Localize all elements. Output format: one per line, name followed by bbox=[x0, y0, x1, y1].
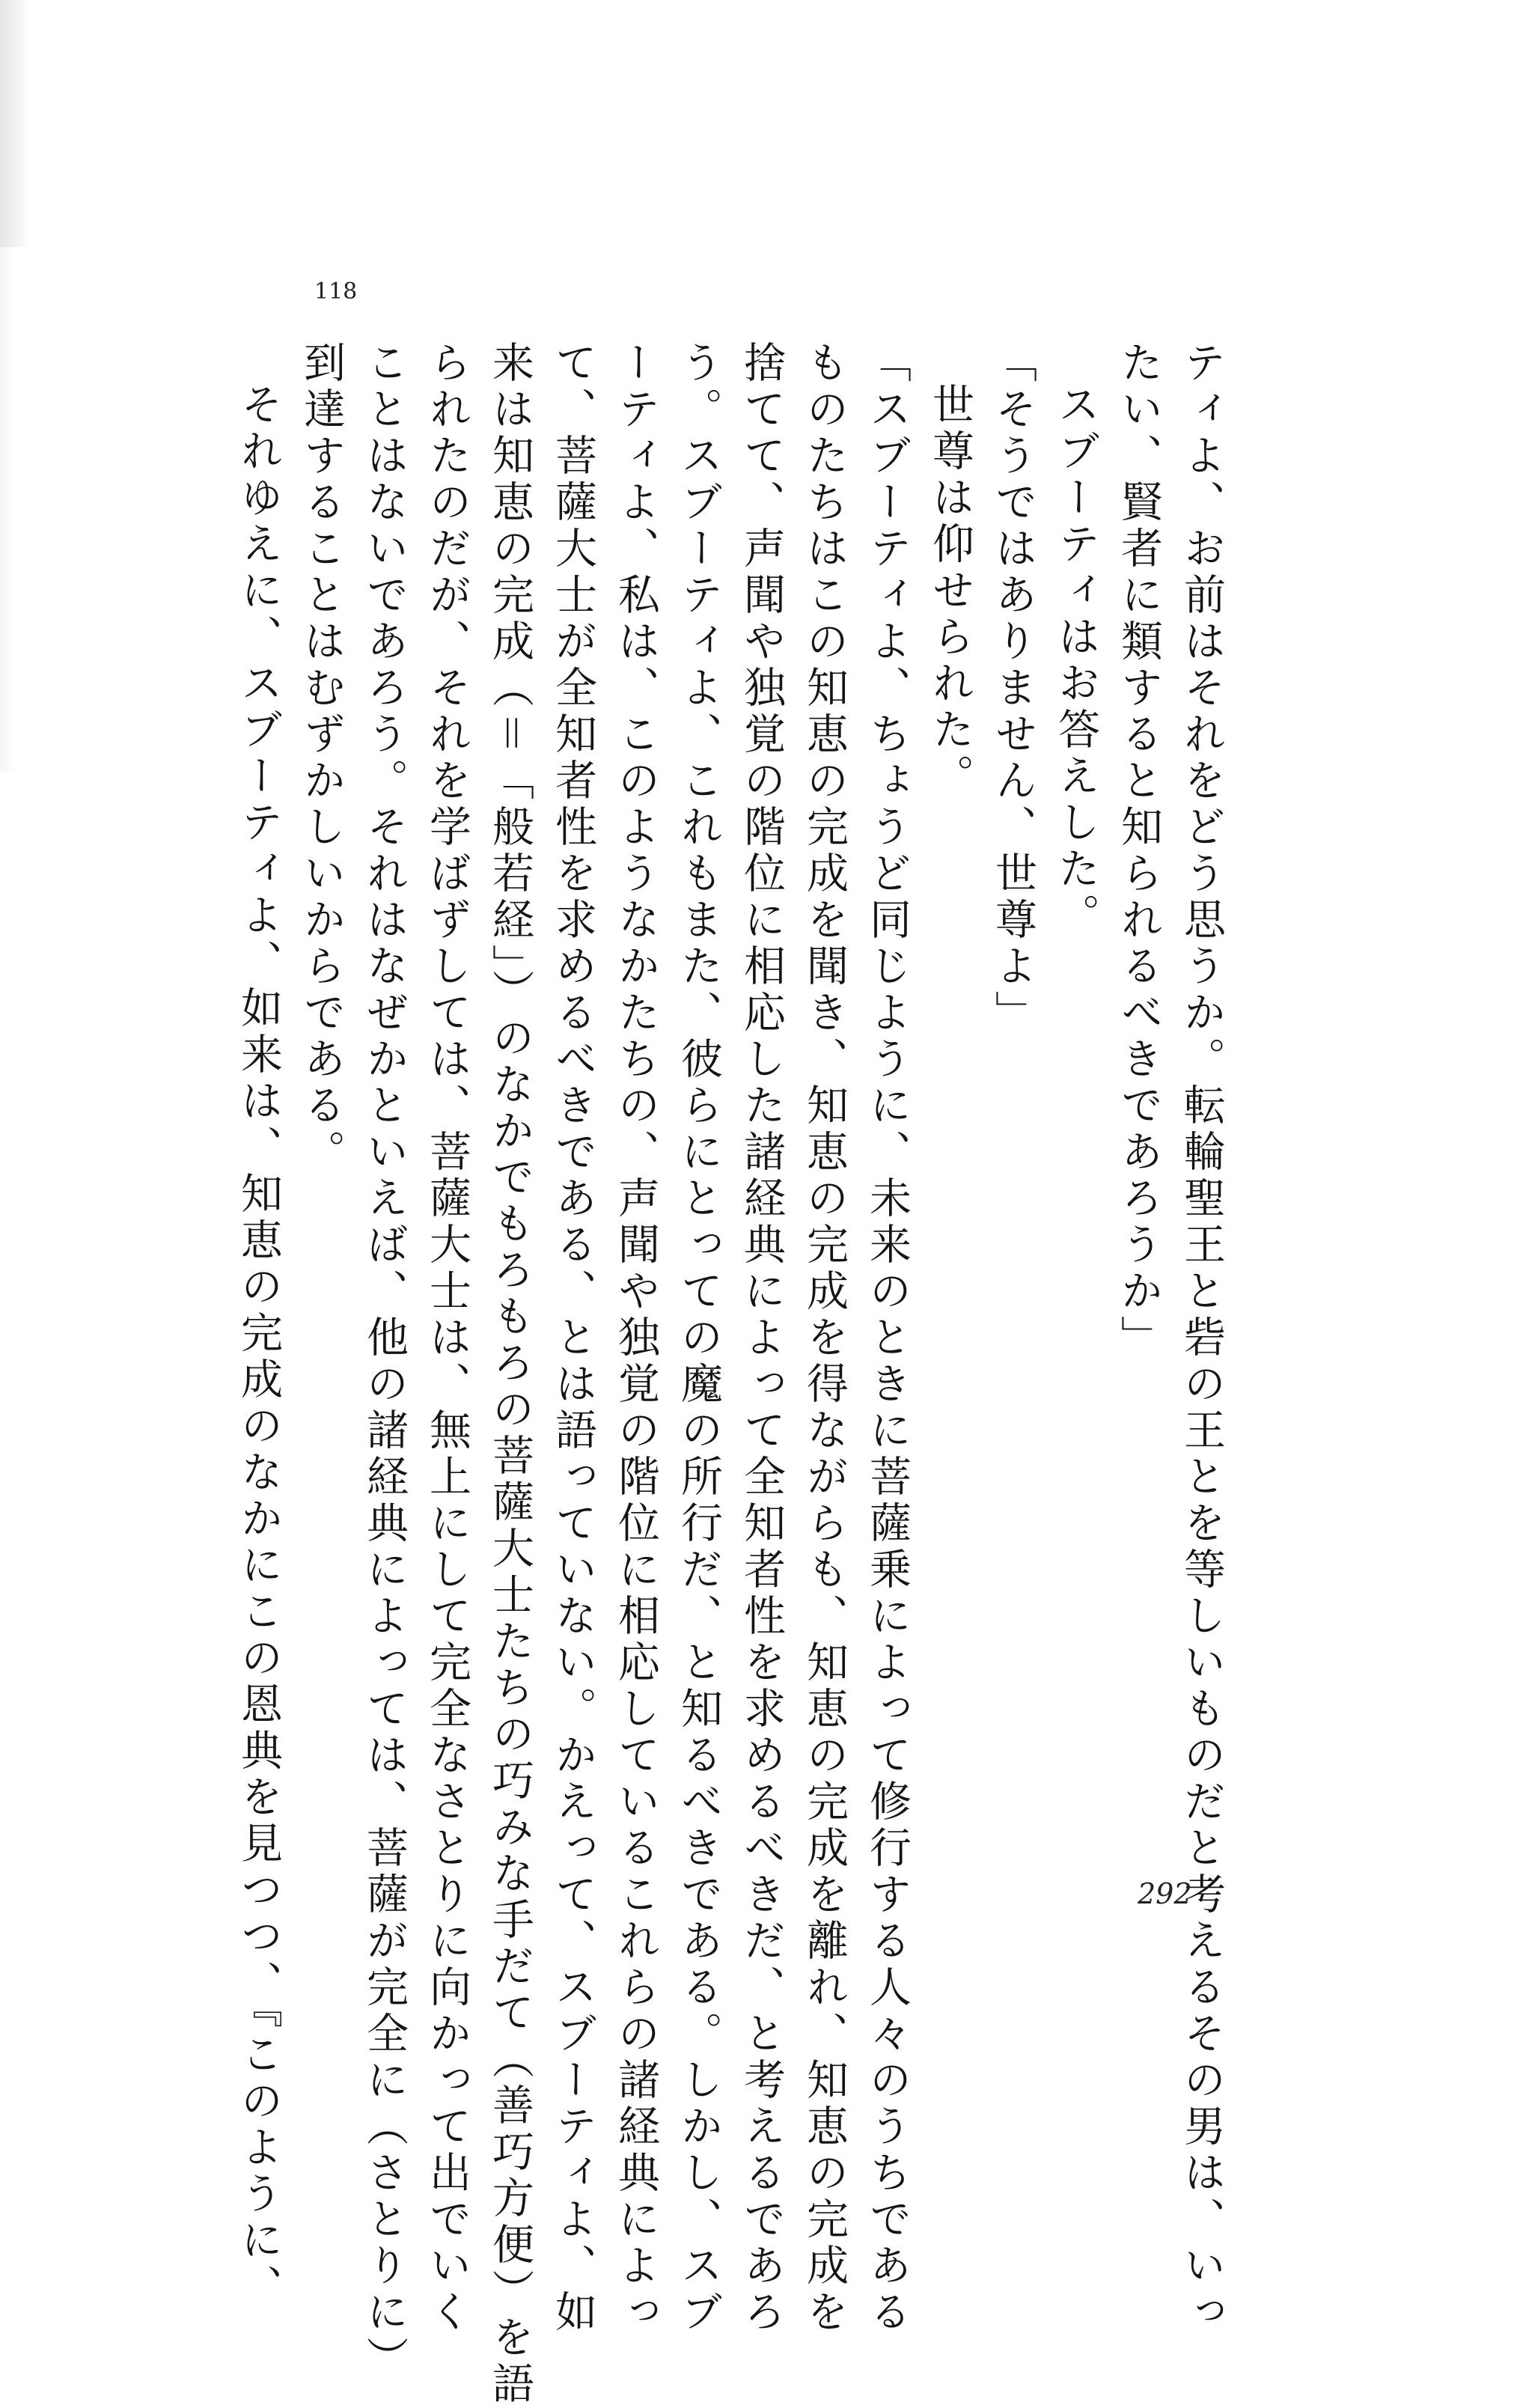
text-line: ーティよ、私は、このようなかたちの、声聞や独覚の階位に相応しているこれらの諸経典によっ bbox=[611, 341, 660, 2336]
text-line: 世尊は仰せられた。 bbox=[926, 382, 974, 800]
text-line: ことはないであろう。それはなぜかといえば、他の諸経典によっては、菩薩が完全に（さとりに） bbox=[360, 341, 409, 2383]
page-number-bottom: 292 bbox=[1138, 1877, 1192, 1910]
text-line: 「スブーティよ、ちょうど同じように、未来のときに菩薩乗によって修行する人々のうちである bbox=[863, 341, 912, 2336]
text-line: たい、賢者に類すると知られるべきであろうか」 bbox=[1114, 341, 1163, 1362]
text-line: 捨てて、声聞や独覚の階位に相応した諸経典によって全知者性を求めるべきだ、と考えるであろ bbox=[737, 341, 786, 2336]
text-line: スブーティはお答えした。 bbox=[1051, 382, 1100, 939]
text-line: う。スブーティよ、これもまた、彼らにとっての魔の所行だ、と知るべきである。しかし、スブ bbox=[674, 341, 723, 2336]
vertical-text-body bbox=[234, 341, 1233, 2408]
scan-edge-artifact-lower bbox=[0, 247, 16, 771]
text-line: られたのだが、それを学ばずしては、菩薩大士は、無上にして完全なさとりに向かって出でいく bbox=[423, 341, 471, 2336]
text-line: 来は知恵の完成（＝「般若経」）のなかでもろもろの菩薩大士たちの巧みな手だて（善巧方便）を語 bbox=[486, 341, 534, 2408]
text-line: ティよ、お前はそれをどう思うか。転輪聖王と砦の王とを等しいものだと考えるその男は、いっ bbox=[1177, 341, 1226, 2336]
text-line: それゆえに、スブーティよ、如来は、知恵の完成のなかにこの恩典を見つつ、『このように、 bbox=[234, 382, 283, 2311]
scan-edge-artifact bbox=[0, 0, 28, 247]
text-line: 到達することはむずかしいからである。 bbox=[297, 341, 346, 1176]
text-line: ものたちはこの知恵の完成を聞き、知恵の完成を得ながらも、知恵の完成を離れ、知恵の完成を bbox=[800, 341, 849, 2336]
page-number-top: 118 bbox=[314, 278, 358, 305]
text-line: 「そうではありません、世尊よ」 bbox=[989, 341, 1037, 1037]
text-line: て、菩薩大士が全知者性を求めるべきである、とは語っていない。かえって、スブーティよ、如 bbox=[549, 341, 597, 2336]
